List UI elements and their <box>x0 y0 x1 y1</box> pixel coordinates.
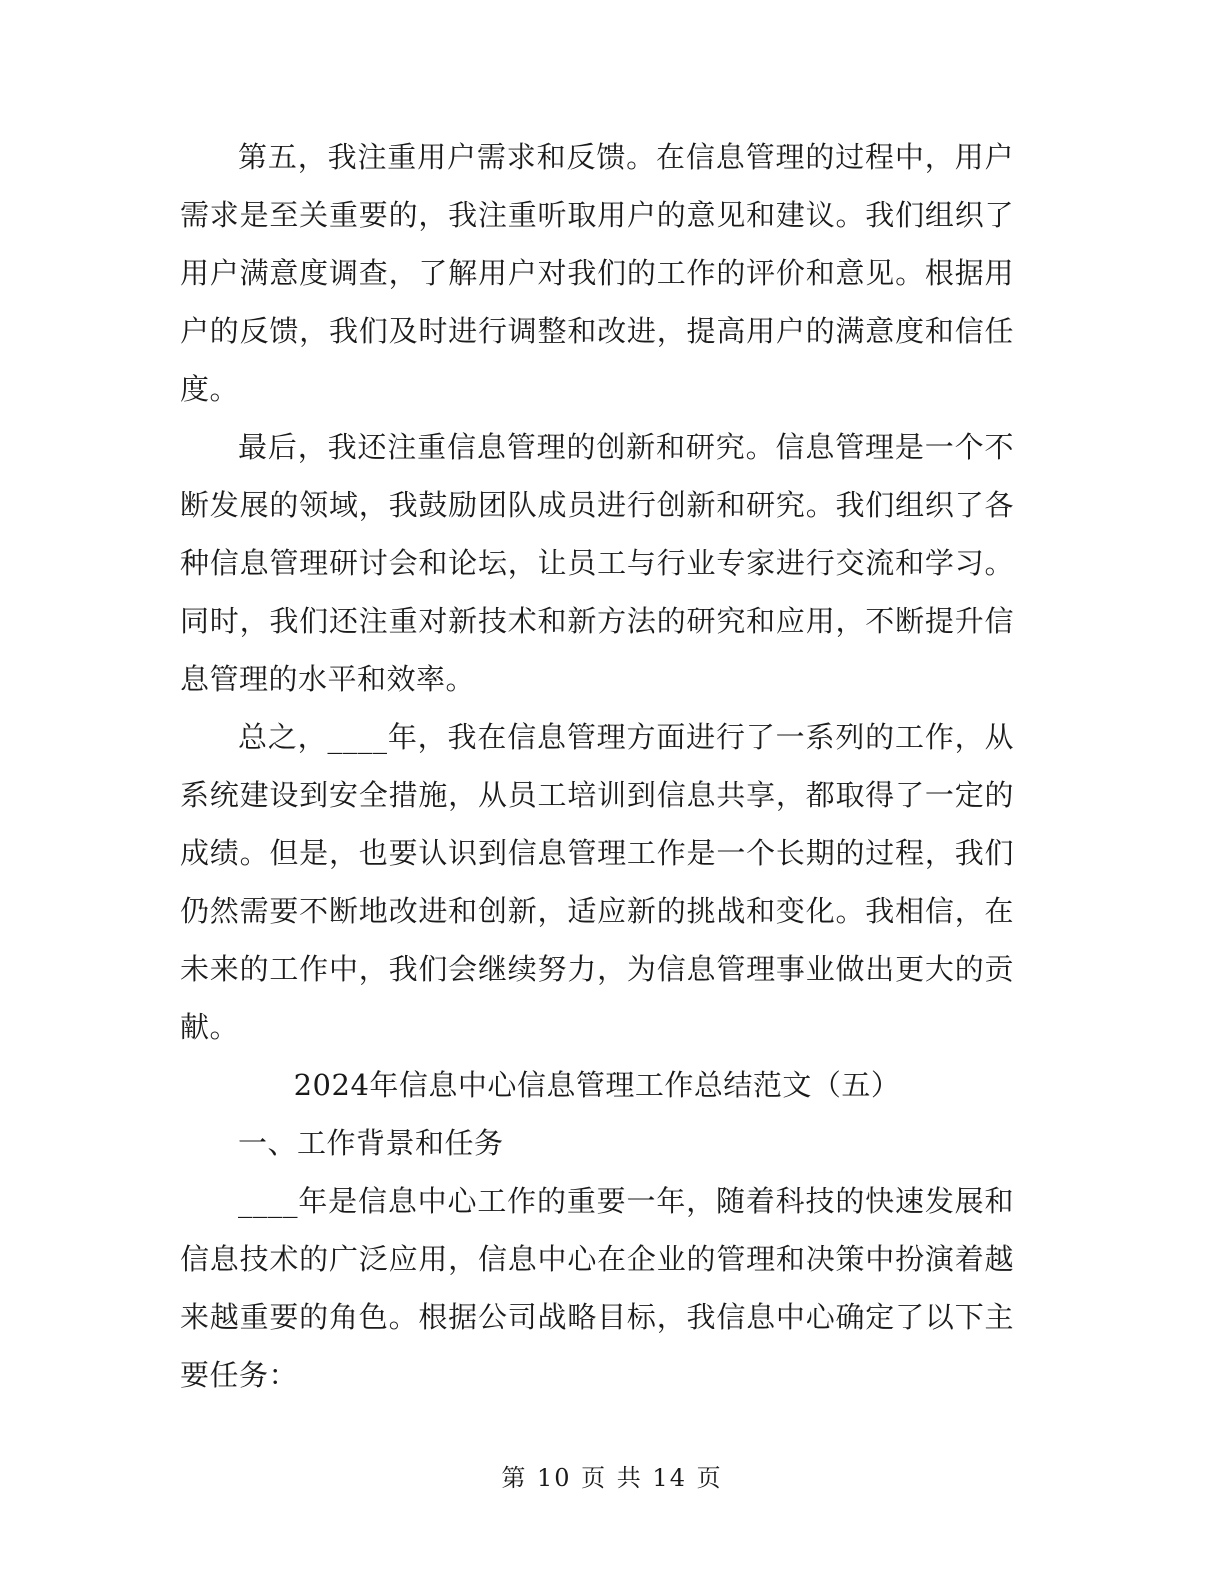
paragraph-innovation: 最后，我还注重信息管理的创新和研究。信息管理是一个不断发展的领域，我鼓励团队成员进行创新和研究。我们组织了各种信息管理研讨会和论坛，让员工与行业专家进行交流和学习。同时，我们还注重对新技术和新方法的研究和应用，不断提升信息管理的水平和效率。 <box>180 430 1014 696</box>
paragraph-user-feedback: 第五，我注重用户需求和反馈。在信息管理的过程中，用户需求是至关重要的，我注重听取用户的意见和建议。我们组织了用户满意度调查，了解用户对我们的工作的评价和意见。根据用户的反馈，我们及时进行调整和改进，提高用户的满意度和信任度。 <box>180 140 1014 406</box>
page-footer: 第 10 页 共 14 页 <box>501 1464 723 1492</box>
subsection-title: 一、工作背景和任务 <box>238 1126 504 1160</box>
section-title: 2024年信息中心信息管理工作总结范文（五） <box>293 1068 901 1102</box>
document-page <box>180 128 1014 1404</box>
paragraph-background: ____年是信息中心工作的重要一年，随着科技的快速发展和信息技术的广泛应用，信息中心在企业的管理和决策中扮演着越来越重要的角色。根据公司战略目标，我信息中心确定了以下主要任务： <box>180 1184 1014 1392</box>
paragraph-conclusion: 总之，____年，我在信息管理方面进行了一系列的工作，从系统建设到安全措施，从员工培训到信息共享，都取得了一定的成绩。但是，也要认识到信息管理工作是一个长期的过程，我们仍然需要不断地改进和创新，适应新的挑战和变化。我相信，在未来的工作中，我们会继续努力，为信息管理事业做出更大的贡献。 <box>180 720 1014 1044</box>
